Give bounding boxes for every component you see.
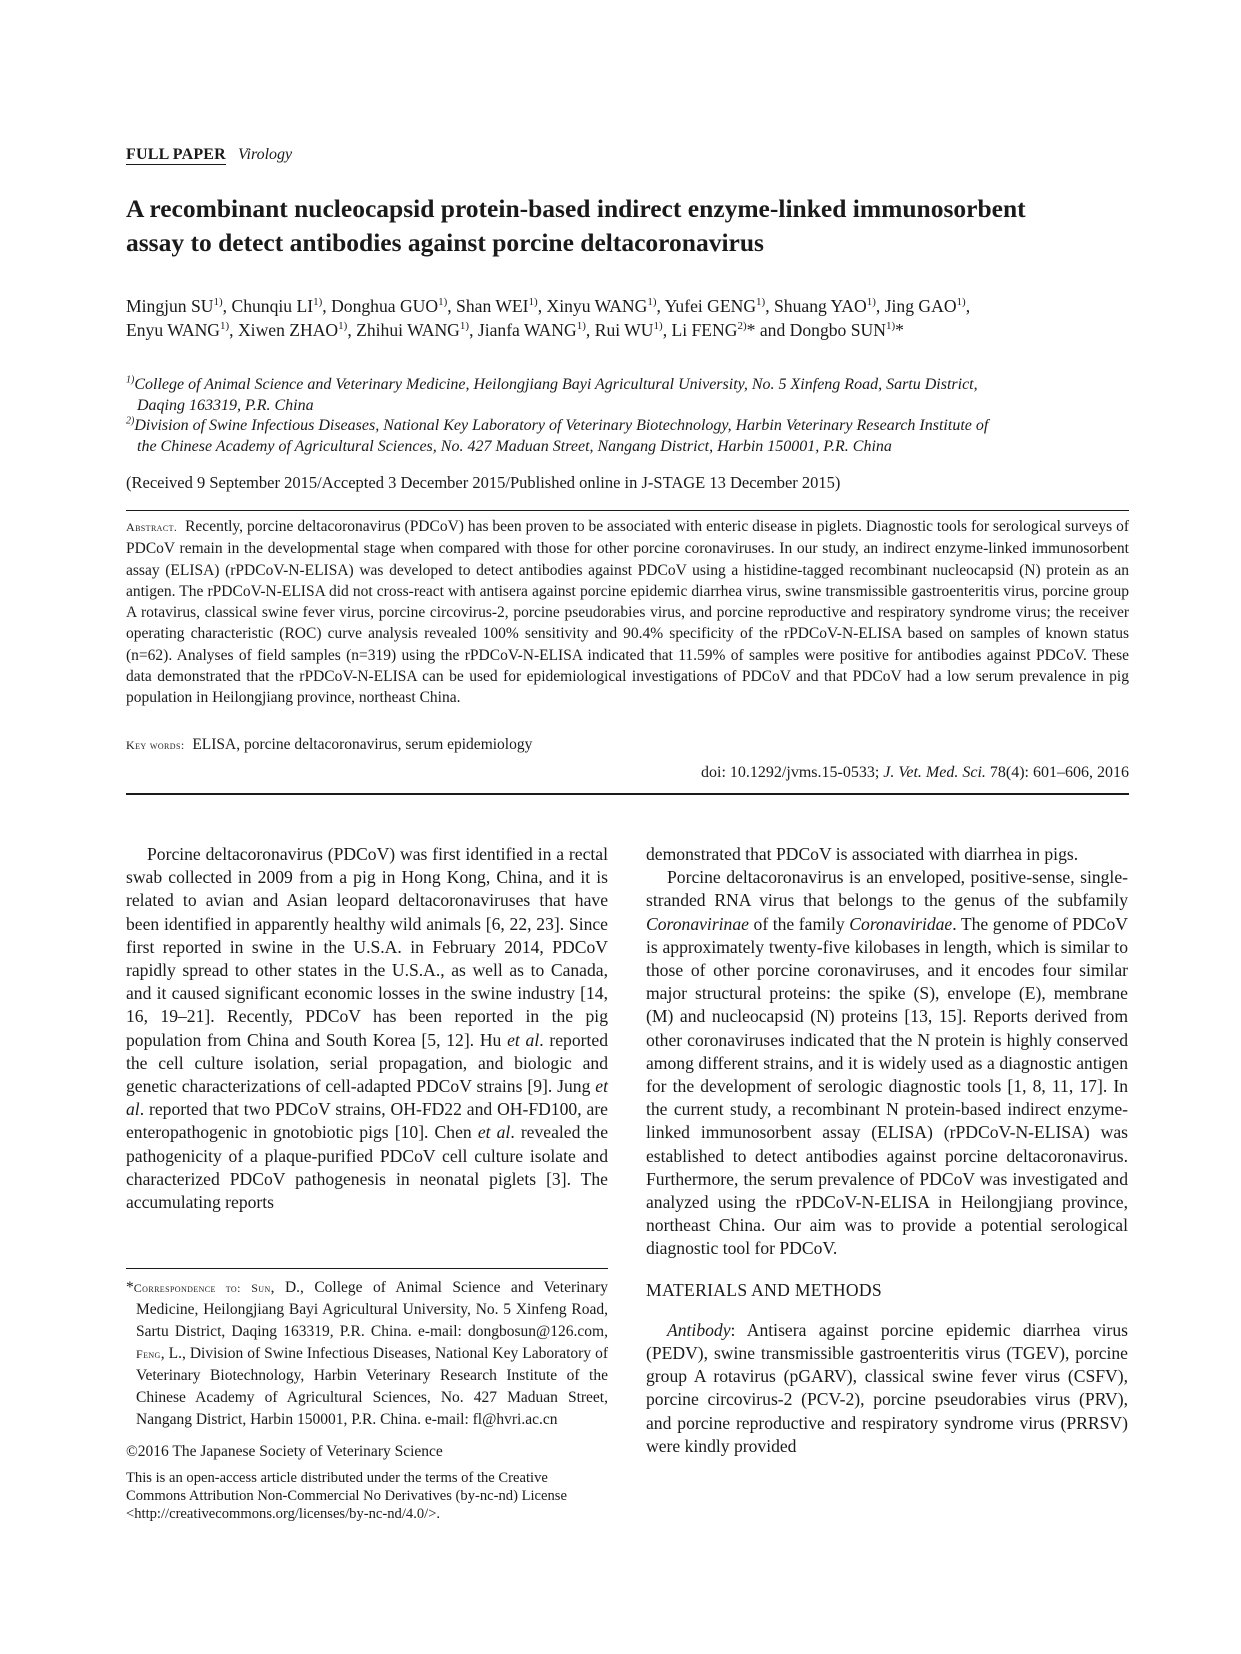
author: Jianfa WANG <box>477 320 577 340</box>
section-heading: MATERIALS AND METHODS <box>646 1279 883 1300</box>
divider <box>126 510 1129 511</box>
author: Donghua GUO <box>331 296 439 316</box>
author: Xinyu WANG <box>546 296 648 316</box>
body-paragraph: Antibody: Antisera against porcine epidemic diarrhea virus (PEDV), swine transmissible gastroenteritis virus (TGEV), porcine group A rotavirus (pGARV), classical swine fever virus (CSFV), porcine circovirus-2 (PCV-2), porcine pseudorabies virus (PRV), and porcine reproductive and respiratory syndrome virus (PRRSV) were kindly provided <box>646 1319 1128 1456</box>
title-line-1: A recombinant nucleocapsid protein-based indirect enzyme-linked immunosorbent <box>126 194 1026 223</box>
author-list: Mingjun SU$^{1)}$, Chunqiu LI$^{1)}$, Donghua GUO$^{1)}$, Shan WEI$^{1)}$, Xinyu WANG$^{1)}$, Yufei GENG$^{1)}$, Shuang YAO$^{1)}$, Jing GAO$^{1)}$, Enyu WANG$^{1)}$, Xiwen ZHAO$^{1)}$, Zhihui WANG$^{1)}$, Jianfa WANG$^{1)}$, Rui WU$^{1)}$, Li FENG$^{2)}$* and Dongbo SUN$^{1)}$* <box>126 296 971 340</box>
keywords-label: Key words: <box>126 738 185 752</box>
body-paragraph: demonstrated that PDCoV is associated with diarrhea in pigs. <box>646 844 1079 864</box>
body-column-left <box>126 843 608 1214</box>
article-type: FULL PAPER <box>126 146 226 163</box>
author: Chunqiu LI <box>231 296 314 316</box>
keywords-text: ELISA, porcine deltacoronavirus, serum epidemiology <box>192 736 533 753</box>
license-text: This is an open-access article distributed under the terms of the Creative Commons Attribution Non-Commercial No Derivatives (by-nc-nd) License <http://creativecommons.org/licenses/by-nc-nd/4.0/>. <box>126 1470 567 1522</box>
affiliation-2: $^{2)}$Division of Swine Infectious Diseases, National Key Laboratory of Veterinary Biotechnology, Harbin Veterinary Research Institute of the Chinese Academy of Agricultural Sciences, No. 427 Maduan Street, Nangang District, Harbin 150001, P.R. China <box>126 415 989 455</box>
author: Xiwen ZHAO <box>237 320 339 340</box>
author: Li FENG <box>671 320 738 340</box>
footnote-divider <box>126 1268 608 1269</box>
author: Rui WU <box>594 320 654 340</box>
doi-citation: doi: 10.1292/jvms.15-0533; J. Vet. Med. Sci. 78(4): 601–606, 2016 <box>701 764 1129 781</box>
author: Yufei GENG <box>664 296 757 316</box>
paper-title <box>126 192 1129 260</box>
body-column-right <box>646 843 1128 1458</box>
article-header <box>126 146 292 164</box>
author: Enyu WANG <box>126 320 220 340</box>
correspondence-footnote: *Correspondence to: Sun, D., College of Animal Science and Veterinary Medicine, Heilongjiang Bayi Agricultural University, No. 5 Xinfeng Road, Sartu District, Daqing 163319, P.R. China. e-mail: dongbosun@126.com, Feng, L., Division of Swine Infectious Diseases, National Key Laboratory of Veterinary Biotechnology, Harbin Veterinary Research Institute of the Chinese Academy of Agricultural Sciences, No. 427 Maduan Street, Nangang District, Harbin 150001, P.R. China. e-mail: fl@hvri.ac.cn <box>126 1279 608 1428</box>
author: Shuang YAO <box>774 296 867 316</box>
copyright: ©2016 The Japanese Society of Veterinary Science <box>126 1443 443 1460</box>
author: Jing GAO <box>884 296 957 316</box>
abstract-text: Recently, porcine deltacoronavirus (PDCoV) has been proven to be associated with enteric disease in piglets. Diagnostic tools for serological surveys of PDCoV remain in the developmental stage when compared with those for other porcine coronaviruses. In our study, an indirect enzyme-linked immunosorbent assay (ELISA) (rPDCoV-N-ELISA) was developed to detect antibodies against PDCoV using a histidine-tagged recombinant nucleocapsid (N) protein as an antigen. The rPDCoV-N-ELISA did not cross-react with antisera against porcine epidemic diarrhea virus, swine transmissible gastroenteritis virus, porcine group A rotavirus, classical swine fever virus, porcine circovirus-2, porcine pseudorabies virus, and porcine reproductive and respiratory syndrome virus; the receiver operating characteristic (ROC) curve analysis revealed 100% sensitivity and 90.4% specificity of the rPDCoV-N-ELISA based on samples of known status (n=62). Analyses of field samples (n=319) using the rPDCoV-N-ELISA indicated that 11.59% of samples were positive for antibodies against PDCoV. These data demonstrated that the rPDCoV-N-ELISA can be used for epidemiological investigations of PDCoV and that PDCoV had a low serum prevalence in pig population in Heilongjiang province, northeast China. <box>126 518 1130 707</box>
abstract-label: Abstract. <box>126 520 178 534</box>
received-dates: (Received 9 September 2015/Accepted 3 December 2015/Published online in J-STAGE 13 December 2015) <box>126 473 841 492</box>
divider <box>126 793 1129 795</box>
title-line-2: assay to detect antibodies against porcine deltacoronavirus <box>126 228 764 257</box>
author: Zhihui WANG <box>356 320 460 340</box>
keywords <box>126 736 532 754</box>
author: Shan WEI <box>456 296 529 316</box>
body-paragraph: Porcine deltacoronavirus (PDCoV) was first identified in a rectal swab collected in 2009 from a pig in Hong Kong, China, and it is related to avian and Asian leopard deltacoronaviruses that have been identified in apparently healthy wild animals [6, 22, 23]. Since first reported in swine in the U.S.A. in February 2014, PDCoV rapidly spread to other states in the U.S.A., as well as to Canada, and it caused significant economic losses in the swine industry [14, 16, 19–21]. Recently, PDCoV has been reported in the pig population from China and South Korea [5, 12]. Hu et al. reported the cell culture isolation, serial propagation, and biologic and genetic characterizations of cell-adapted PDCoV strains [9]. Jung et al. reported that two PDCoV strains, OH-FD22 and OH-FD100, are enteropathogenic in gnotobiotic pigs [10]. Chen et al. revealed the pathogenicity of a plaque-purified PDCoV cell culture isolate and characterized PDCoV pathogenesis in neonatal piglets [3]. The accumulating reports <box>126 844 608 1213</box>
abstract <box>126 516 1129 709</box>
author: Mingjun SU <box>126 296 214 316</box>
body-paragraph: Porcine deltacoronavirus is an enveloped, positive-sense, single-stranded RNA virus that belongs to the genus of the subfamily Coronavirinae of the family Coronaviridae. The genome of PDCoV is approximately twenty-five kilobases in length, which is similar to those of other porcine coronaviruses, and it encodes four similar major structural proteins: the spike (S), envelope (E), membrane (M) and nucleocapsid (N) proteins [13, 15]. Reports derived from other coronaviruses indicated that the N protein is highly conserved among different strains, and it is widely used as a diagnostic antigen for the development of serologic diagnostic tools [1, 8, 11, 17]. In the current study, a recombinant N protein-based indirect enzyme-linked immunosorbent assay (ELISA) (rPDCoV-N-ELISA) was established to detect antibodies against porcine deltacoronavirus. Furthermore, the serum prevalence of PDCoV was investigated and analyzed using the rPDCoV-N-ELISA in Heilongjiang province, northeast China. Our aim was to provide a potential serological diagnostic tool for PDCoV. <box>646 867 1128 1259</box>
author: Dongbo SUN <box>789 320 886 340</box>
affiliation-1: $^{1)}$College of Animal Science and Veterinary Medicine, Heilongjiang Bayi Agricultural University, No. 5 Xinfeng Road, Sartu District, Daqing 163319, P.R. China <box>126 374 978 414</box>
article-section: Virology <box>237 146 293 163</box>
